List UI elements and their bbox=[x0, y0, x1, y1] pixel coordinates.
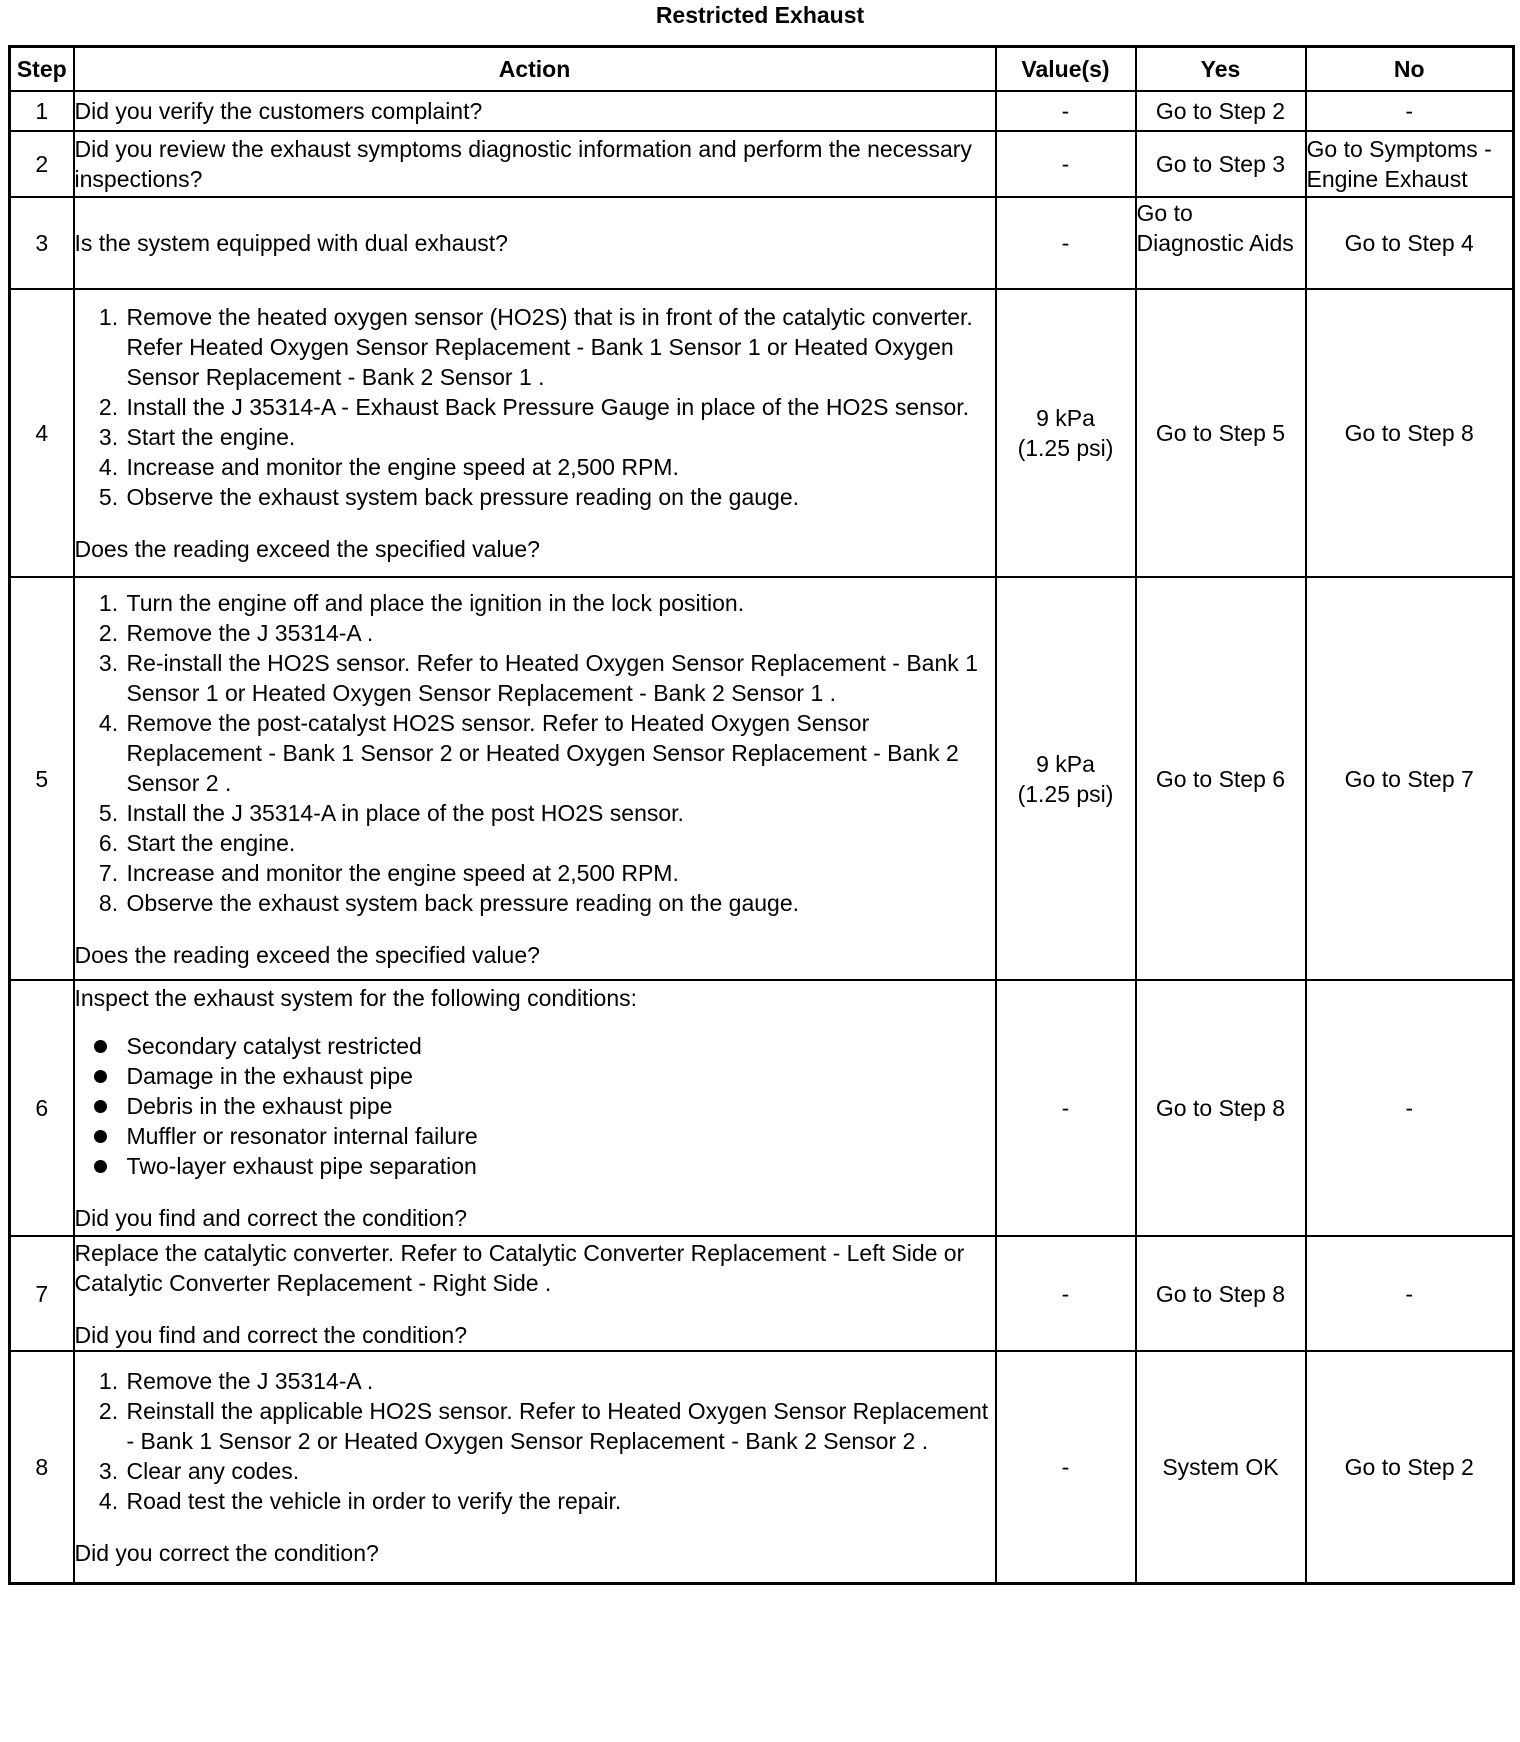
action-question: Does the reading exceed the specified value? bbox=[74, 536, 540, 562]
table-row-step-5 bbox=[10, 577, 1514, 980]
condition-item: Muffler or resonator internal failure bbox=[125, 1121, 995, 1151]
value-psi: (1.25 psi) bbox=[1017, 435, 1114, 461]
value-cell: - bbox=[996, 91, 1136, 131]
yes-link[interactable]: Go to Step 2 bbox=[1136, 91, 1306, 131]
bullet-icon bbox=[94, 1130, 107, 1143]
no-link[interactable]: Go to Step 7 bbox=[1306, 577, 1514, 980]
table-header-row bbox=[10, 47, 1514, 92]
procedure-item: 6. Start the engine. bbox=[125, 828, 995, 858]
bullet-icon bbox=[94, 1070, 107, 1083]
procedure-item: 5. Observe the exhaust system back pressure reading on the gauge. bbox=[125, 482, 995, 512]
condition-item: Damage in the exhaust pipe bbox=[125, 1061, 995, 1091]
procedure-item: 7. Increase and monitor the engine speed at 2,500 RPM. bbox=[125, 858, 995, 888]
condition-item: Secondary catalyst restricted bbox=[125, 1031, 995, 1061]
header-step: Step bbox=[10, 47, 74, 92]
yes-link[interactable]: Go to Step 6 bbox=[1136, 577, 1306, 980]
no-link[interactable]: Go to Step 4 bbox=[1306, 197, 1514, 289]
no-link[interactable]: Go to Step 8 bbox=[1306, 289, 1514, 577]
table-row-step-6 bbox=[10, 980, 1514, 1236]
condition-item: Two-layer exhaust pipe separation bbox=[125, 1151, 995, 1181]
bullet-icon bbox=[94, 1160, 107, 1173]
procedure-item: 4. Road test the vehicle in order to verify the repair. bbox=[125, 1486, 995, 1516]
table-row-step-4 bbox=[10, 289, 1514, 577]
action-cell bbox=[74, 980, 996, 1236]
action-question: Does the reading exceed the specified value? bbox=[74, 941, 540, 968]
procedure-item: 8. Observe the exhaust system back pressure reading on the gauge. bbox=[125, 888, 995, 918]
action-question: Did you find and correct the condition? bbox=[74, 1205, 468, 1231]
step-number: 6 bbox=[10, 980, 74, 1236]
value-cell: - bbox=[996, 1236, 1136, 1351]
step-number: 1 bbox=[10, 91, 74, 131]
header-yes: Yes bbox=[1136, 47, 1306, 92]
action-intro: Inspect the exhaust system for the following conditions: bbox=[74, 985, 638, 1011]
procedure-item: 4. Increase and monitor the engine speed at 2,500 RPM. bbox=[125, 452, 995, 482]
step-number: 7 bbox=[10, 1236, 74, 1351]
yes-link[interactable]: Go to Step 3 bbox=[1136, 131, 1306, 197]
yes-link[interactable]: Go to Step 8 bbox=[1136, 1236, 1306, 1351]
action-cell bbox=[74, 577, 996, 980]
action-question: Did you review the exhaust symptoms diagnostic information and perform the necessary inspections? bbox=[74, 131, 996, 197]
step-number: 4 bbox=[10, 289, 74, 577]
step-number: 5 bbox=[10, 577, 74, 980]
procedure-item: 4. Remove the post-catalyst HO2S sensor. Refer to Heated Oxygen Sensor Replacement - Bank 1 Sensor 2 or Heated Oxygen Sensor Replacement - Bank 2 Sensor 2 . bbox=[125, 708, 995, 798]
no-cell: - bbox=[1306, 91, 1514, 131]
value-cell: - bbox=[996, 980, 1136, 1236]
no-link[interactable]: Go to Step 2 bbox=[1306, 1351, 1514, 1583]
procedure-item: 1. Remove the J 35314-A . bbox=[125, 1366, 995, 1396]
value-cell: - bbox=[996, 131, 1136, 197]
yes-link[interactable]: Go to Step 8 bbox=[1136, 980, 1306, 1236]
procedure-item: 5. Install the J 35314-A in place of the post HO2S sensor. bbox=[125, 798, 995, 828]
value-kpa: 9 kPa bbox=[1036, 405, 1095, 431]
action-question: Did you verify the customers complaint? bbox=[74, 91, 996, 131]
step-number: 8 bbox=[10, 1351, 74, 1583]
header-values: Value(s) bbox=[996, 47, 1136, 92]
procedure-item: 3. Start the engine. bbox=[125, 422, 995, 452]
yes-link[interactable]: System OK bbox=[1136, 1351, 1306, 1583]
procedure-list bbox=[75, 302, 995, 512]
action-question: Did you correct the condition? bbox=[74, 1539, 379, 1566]
procedure-item: 2. Remove the J 35314-A . bbox=[125, 618, 995, 648]
no-cell: - bbox=[1306, 980, 1514, 1236]
value-cell bbox=[996, 289, 1136, 577]
condition-item: Debris in the exhaust pipe bbox=[125, 1091, 995, 1121]
action-cell bbox=[74, 1351, 996, 1583]
procedure-list bbox=[75, 588, 995, 918]
step-number: 2 bbox=[10, 131, 74, 197]
table-row-step-3 bbox=[10, 197, 1514, 289]
condition-list bbox=[75, 1031, 995, 1181]
bullet-icon bbox=[94, 1100, 107, 1113]
table-row-step-1 bbox=[10, 91, 1514, 131]
action-question: Did you find and correct the condition? bbox=[74, 1321, 468, 1348]
header-action: Action bbox=[74, 47, 996, 92]
procedure-item: 3. Clear any codes. bbox=[125, 1456, 995, 1486]
procedure-item: 2. Reinstall the applicable HO2S sensor. Refer to Heated Oxygen Sensor Replacement - Bank 1 Sensor 2 or Heated Oxygen Sensor Replacement - Bank 2 Sensor 2 . bbox=[125, 1396, 995, 1456]
bullet-icon bbox=[94, 1040, 107, 1053]
page-title: Restricted Exhaust bbox=[655, 2, 865, 28]
table-row-step-2 bbox=[10, 131, 1514, 197]
procedure-item: 2. Install the J 35314-A - Exhaust Back Pressure Gauge in place of the HO2S sensor. bbox=[125, 392, 995, 422]
diagnostic-table bbox=[8, 45, 1515, 1585]
yes-link[interactable]: Go to Diagnostic Aids bbox=[1136, 197, 1306, 289]
value-cell: - bbox=[996, 1351, 1136, 1583]
value-psi: (1.25 psi) bbox=[1017, 780, 1114, 807]
procedure-list bbox=[75, 1366, 995, 1516]
no-cell: - bbox=[1306, 1236, 1514, 1351]
procedure-item: 1. Turn the engine off and place the ignition in the lock position. bbox=[125, 588, 995, 618]
table-row-step-7 bbox=[10, 1236, 1514, 1351]
step-number: 3 bbox=[10, 197, 74, 289]
no-link[interactable]: Go to Symptoms - Engine Exhaust bbox=[1306, 131, 1514, 197]
value-cell: - bbox=[996, 197, 1136, 289]
header-no: No bbox=[1306, 47, 1514, 92]
action-question: Is the system equipped with dual exhaust? bbox=[74, 197, 996, 289]
procedure-item: 3. Re-install the HO2S sensor. Refer to Heated Oxygen Sensor Replacement - Bank 1 Sensor 1 or Heated Oxygen Sensor Replacement - Bank 2 Sensor 1 . bbox=[125, 648, 995, 708]
action-cell bbox=[74, 289, 996, 577]
table-row-step-8 bbox=[10, 1351, 1514, 1583]
action-intro: Replace the catalytic converter. Refer to Catalytic Converter Replacement - Left Side or Catalytic Converter Replacement - Right Side . bbox=[74, 1239, 965, 1296]
value-cell bbox=[996, 577, 1136, 980]
value-kpa: 9 kPa bbox=[1036, 750, 1095, 777]
procedure-item: 1. Remove the heated oxygen sensor (HO2S) that is in front of the catalytic converter. Refer Heated Oxygen Sensor Replacement - Bank 1 Sensor 1 or Heated Oxygen Sensor Replacement - Bank 2 Sensor 1 . bbox=[125, 302, 995, 392]
yes-link[interactable]: Go to Step 5 bbox=[1136, 289, 1306, 577]
action-cell bbox=[74, 1236, 996, 1351]
